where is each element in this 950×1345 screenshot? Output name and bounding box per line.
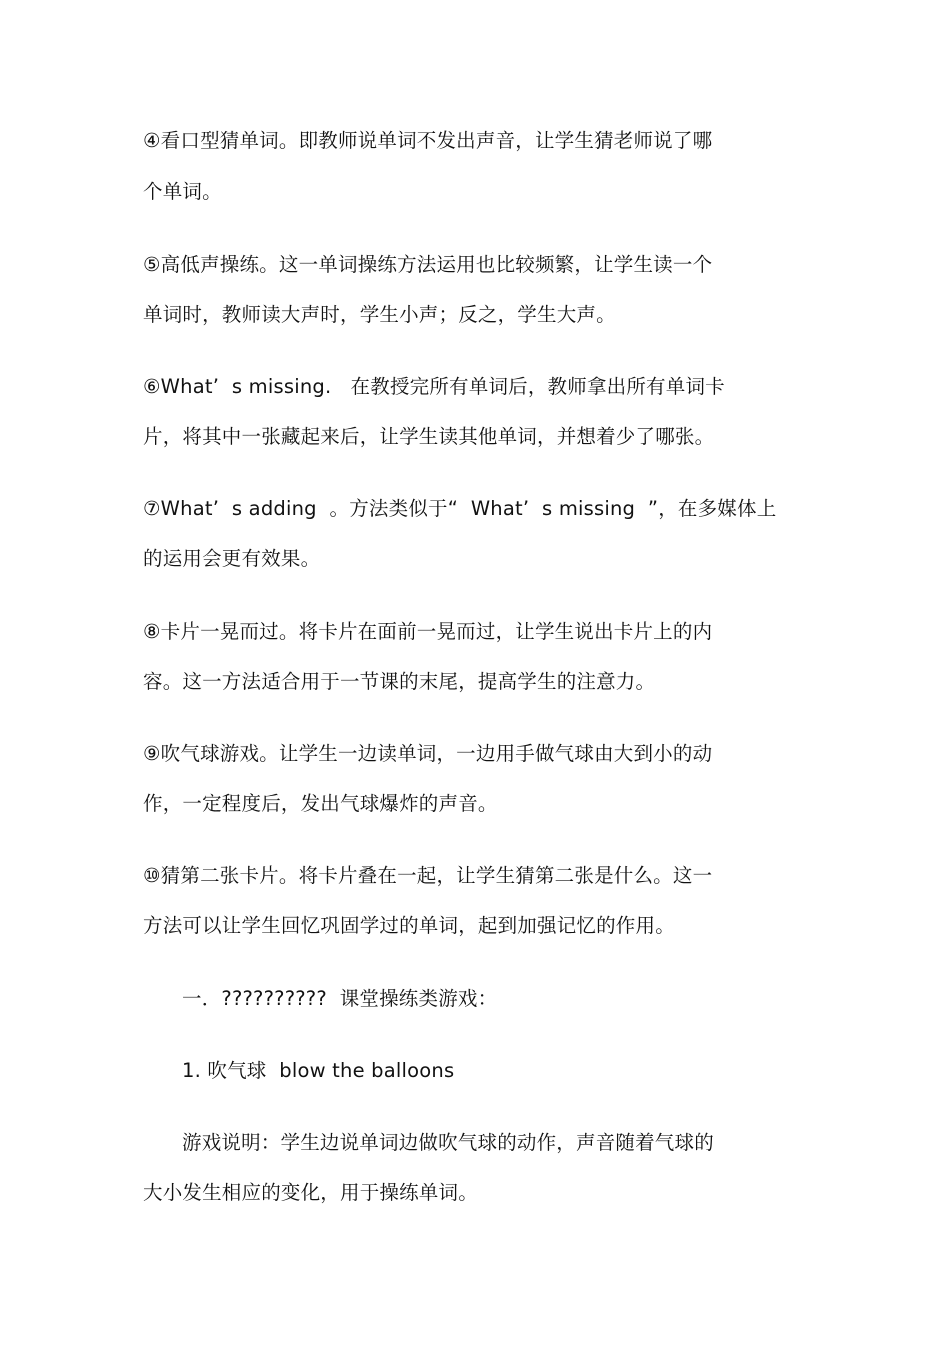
paragraph-line: ⑦What’ s adding 。方法类似于“ What’ s missing ”，在多媒体上 xyxy=(143,497,777,520)
paragraph-line: ⑤高低声操练。这一单词操练方法运用也比较频繁，让学生读一个 xyxy=(143,253,713,276)
paragraph-line: 单词时，教师读大声时，学生小声；反之，学生大声。 xyxy=(143,303,616,326)
paragraph-line: 个单词。 xyxy=(143,180,222,203)
paragraph-line: ⑩猜第二张卡片。将卡片叠在一起，让学生猜第二张是什么。这一 xyxy=(143,864,713,887)
paragraph-line: ⑥What’ s missing. 在教授完所有单词后，教师拿出所有单词卡 xyxy=(143,375,725,398)
section-heading: 一．?????????? 课堂操练类游戏： xyxy=(182,987,498,1010)
paragraph-line: ④看口型猜单词。即教师说单词不发出声音，让学生猜老师说了哪 xyxy=(143,129,713,152)
paragraph-line: ⑧卡片一晃而过。将卡片在面前一晃而过，让学生说出卡片上的内 xyxy=(143,620,713,643)
paragraph-line: 大小发生相应的变化，用于操练单词。 xyxy=(143,1181,478,1204)
paragraph-line: 的运用会更有效果。 xyxy=(143,547,321,570)
paragraph-line: 作，一定程度后，发出气球爆炸的声音。 xyxy=(143,792,498,815)
paragraph-line: 片，将其中一张藏起来后，让学生读其他单词，并想着少了哪张。 xyxy=(143,425,715,448)
paragraph-line: 方法可以让学生回忆巩固学过的单词，起到加强记忆的作用。 xyxy=(143,914,675,937)
paragraph-line: ⑨吹气球游戏。让学生一边读单词，一边用手做气球由大到小的动 xyxy=(143,742,713,765)
paragraph-line: 容。这一方法适合用于一节课的末尾，提高学生的注意力。 xyxy=(143,670,656,693)
paragraph-line: 游戏说明：学生边说单词边做吹气球的动作，声音随着气球的 xyxy=(182,1131,714,1154)
subsection-heading: 1. 吹气球 blow the balloons xyxy=(182,1059,455,1082)
